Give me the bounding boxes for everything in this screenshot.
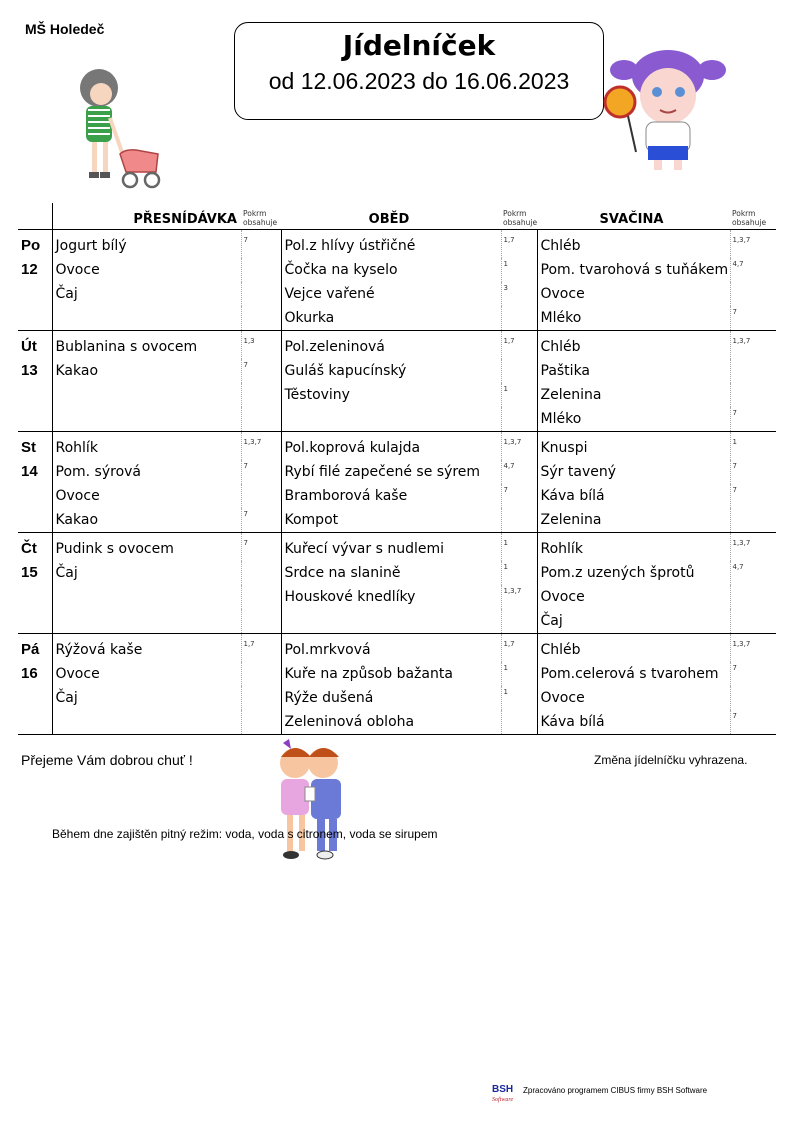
menu-row: [18, 331, 776, 360]
lunch-allergens: 1: [501, 533, 537, 562]
snack-allergens: [730, 609, 776, 634]
lunch-header: OBĚD: [281, 203, 501, 230]
menu-row: [18, 686, 776, 710]
snack-allergens: [730, 383, 776, 407]
lunch-dish: Kompot: [281, 508, 501, 533]
snack-dish: Pom. tvarohová s tuňákem: [540, 262, 729, 278]
breakfast-allergens: [241, 306, 281, 331]
date-range: od 12.06.2023 do 16.06.2023: [268, 68, 570, 94]
breakfast-dish: Čaj: [55, 565, 78, 581]
breakfast-allergens: [241, 258, 281, 282]
day-name: Čt: [18, 533, 52, 562]
day-number: 12: [18, 258, 52, 282]
svg-text:BSH: BSH: [492, 1084, 514, 1095]
breakfast-dish: [52, 383, 241, 407]
lunch-allergens: [501, 306, 537, 331]
breakfast-allergens: [241, 561, 281, 585]
lunch-allergens: 1,7: [501, 230, 537, 259]
lunch-allergens: 1,7: [501, 634, 537, 663]
breakfast-dish: [52, 609, 241, 634]
snack-dish: Rohlík: [540, 541, 583, 557]
breakfast-allergens: 7: [241, 533, 281, 562]
breakfast-dish: Jogurt bílý: [55, 238, 127, 254]
menu-row: [18, 561, 776, 585]
day-cell: [18, 306, 52, 331]
snack-dish: Ovoce: [540, 286, 585, 302]
menu-row: [18, 533, 776, 562]
day-cell: [18, 609, 52, 634]
breakfast-allergens: 1,3: [241, 331, 281, 360]
snack-dish: Čaj: [537, 609, 730, 634]
day-cell: [18, 508, 52, 533]
day-name: Po: [18, 230, 52, 259]
breakfast-dish: Čaj: [55, 286, 78, 302]
svg-text:Software: Software: [492, 1097, 514, 1103]
lunch-dish: Rybí filé zapečené se sýrem: [284, 464, 481, 480]
breakfast-allergens: 1,7: [241, 634, 281, 663]
day-header: [18, 203, 52, 230]
day-number: 15: [18, 561, 52, 585]
day-number: 16: [18, 662, 52, 686]
day-name: Pá: [18, 634, 52, 663]
menu-row: [18, 230, 776, 259]
snack-header: SVAČINA: [537, 203, 730, 230]
menu-row: [18, 662, 776, 686]
breakfast-dish: [52, 710, 241, 735]
lunch-dish: Vejce vařené: [284, 286, 375, 302]
breakfast-dish: [52, 585, 241, 609]
menu-row: [18, 407, 776, 432]
lunch-allergens: 1,3,7: [501, 432, 537, 461]
lunch-dish: Pol.mrkvová: [284, 642, 371, 658]
snack-allergens: 7: [730, 407, 776, 432]
snack-allergens: 4,7: [730, 258, 776, 282]
day-cell: [18, 686, 52, 710]
snack-allergens: 1: [730, 432, 776, 461]
breakfast-allergens: [241, 686, 281, 710]
breakfast-dish: Kakao: [55, 363, 99, 379]
snack-dish: Mléko: [537, 407, 730, 432]
lunch-allergens: [501, 609, 537, 634]
breakfast-allergens: 7: [241, 508, 281, 533]
snack-dish: Zelenina: [540, 387, 602, 403]
snack-allergens: 1,3,7: [730, 331, 776, 360]
lunch-dish: [281, 407, 501, 432]
snack-allergens: 1,3,7: [730, 634, 776, 663]
day-cell: [18, 282, 52, 306]
menu-table: [18, 203, 776, 735]
lunch-allergens: 1: [501, 662, 537, 686]
snack-dish: Káva bílá: [537, 710, 730, 735]
snack-dish: Mléko: [537, 306, 730, 331]
menu-row: [18, 460, 776, 484]
lunch-allergens: 1: [501, 561, 537, 585]
snack-dish: Chléb: [540, 339, 581, 355]
breakfast-allergens: [241, 383, 281, 407]
breakfast-allergens: [241, 662, 281, 686]
snack-dish: Chléb: [540, 238, 581, 254]
breakfast-dish: [52, 306, 241, 331]
breakfast-dish: Rohlík: [55, 440, 98, 456]
girl-with-lollipop-illustration: [602, 42, 736, 174]
breakfast-dish: Ovoce: [55, 488, 100, 504]
girl-with-stroller-illustration: [72, 66, 162, 192]
snack-allergens: 7: [730, 306, 776, 331]
breakfast-dish: Ovoce: [55, 666, 100, 682]
snack-dish: Pom.celerová s tvarohem: [540, 666, 719, 682]
lunch-allergens: [501, 359, 537, 383]
lunch-allergens: 1,3,7: [501, 585, 537, 609]
menu-row: [18, 359, 776, 383]
snack-allergens: [730, 282, 776, 306]
breakfast-dish: Bublanina s ovocem: [55, 339, 198, 355]
snack-dish: Ovoce: [540, 589, 585, 605]
breakfast-dish: [52, 407, 241, 432]
snack-dish: Chléb: [540, 642, 581, 658]
breakfast-allergens: 7: [241, 230, 281, 259]
snack-dish: Paštika: [540, 363, 591, 379]
breakfast-dish: Kakao: [52, 508, 241, 533]
breakfast-dish: Ovoce: [55, 262, 100, 278]
snack-dish: Sýr tavený: [540, 464, 617, 480]
lunch-dish: Kuře na způsob bažanta: [284, 666, 453, 682]
menu-row: [18, 432, 776, 461]
menu-row: [18, 484, 776, 508]
change-reserved-notice: Změna jídelníčku vyhrazena.: [594, 753, 748, 767]
menu-row: [18, 306, 776, 331]
snack-allergens: 1,3,7: [730, 533, 776, 562]
day-name: Út: [18, 331, 52, 360]
snack-dish: Káva bílá: [540, 488, 605, 504]
breakfast-dish: Čaj: [55, 690, 78, 706]
lunch-allergens: [501, 508, 537, 533]
lunch-allergens: [501, 710, 537, 735]
snack-dish: Pom.z uzených šprotů: [540, 565, 695, 581]
allergen-header: Pokrm obsahuje: [730, 203, 776, 230]
day-name: St: [18, 432, 52, 461]
snack-dish: Zelenina: [537, 508, 730, 533]
lunch-allergens: 1: [501, 383, 537, 407]
breakfast-allergens: 1,3,7: [241, 432, 281, 461]
day-cell: [18, 484, 52, 508]
breakfast-allergens: 7: [241, 460, 281, 484]
breakfast-dish: Pudink s ovocem: [55, 541, 174, 557]
drinking-regime-text: Během dne zajištěn pitný režim: voda, voda s citronem, voda se sirupem: [52, 827, 438, 841]
software-credit: Zpracováno programem CIBUS firmy BSH Software: [523, 1086, 708, 1095]
day-cell: [18, 710, 52, 735]
breakfast-allergens: [241, 407, 281, 432]
bsh-logo-icon: [490, 1080, 518, 1104]
breakfast-allergens: [241, 609, 281, 634]
breakfast-allergens: [241, 710, 281, 735]
breakfast-allergens: [241, 585, 281, 609]
breakfast-allergens: [241, 484, 281, 508]
breakfast-dish: Rýžová kaše: [55, 642, 143, 658]
breakfast-dish: Pom. sýrová: [55, 464, 142, 480]
snack-allergens: [730, 508, 776, 533]
allergen-header: Pokrm obsahuje: [241, 203, 281, 230]
day-number: 13: [18, 359, 52, 383]
lunch-allergens: 1,7: [501, 331, 537, 360]
school-name: MŠ Holedeč: [25, 21, 105, 37]
page-title: Jídelníček: [342, 29, 496, 62]
day-cell: [18, 383, 52, 407]
breakfast-header: PŘESNÍDÁVKA: [52, 203, 241, 230]
snack-allergens: 7: [730, 484, 776, 508]
lunch-dish: Pol.zeleninová: [284, 339, 385, 355]
snack-dish: Knuspi: [540, 440, 588, 456]
lunch-dish: Srdce na slanině: [284, 565, 401, 581]
snack-allergens: 7: [730, 710, 776, 735]
day-cell: [18, 585, 52, 609]
snack-dish: Ovoce: [540, 690, 585, 706]
lunch-dish: Kuřecí vývar s nudlemi: [284, 541, 445, 557]
snack-allergens: [730, 585, 776, 609]
menu-row: [18, 634, 776, 663]
lunch-dish: Těstoviny: [284, 387, 350, 403]
lunch-allergens: 7: [501, 484, 537, 508]
lunch-dish: Bramborová kaše: [284, 488, 408, 504]
lunch-dish: Pol.z hlívy ústřičné: [284, 238, 416, 254]
snack-allergens: 4,7: [730, 561, 776, 585]
lunch-allergens: 3: [501, 282, 537, 306]
snack-allergens: [730, 686, 776, 710]
menu-row: [18, 710, 776, 735]
lunch-dish: Guláš kapucínský: [284, 363, 407, 379]
lunch-dish: Houskové knedlíky: [284, 589, 416, 605]
lunch-allergens: [501, 407, 537, 432]
menu-row: [18, 585, 776, 609]
lunch-dish: Okurka: [281, 306, 501, 331]
breakfast-allergens: 7: [241, 359, 281, 383]
menu-row: [18, 383, 776, 407]
lunch-allergens: 1: [501, 686, 537, 710]
lunch-dish: [281, 609, 501, 634]
title-box: [234, 22, 604, 120]
lunch-dish: Zeleninová obloha: [281, 710, 501, 735]
menu-row: [18, 282, 776, 306]
snack-allergens: 7: [730, 460, 776, 484]
enjoy-meal-text: Přejeme Vám dobrou chuť !: [21, 752, 193, 768]
lunch-dish: Pol.koprová kulajda: [284, 440, 421, 456]
allergen-header: Pokrm obsahuje: [501, 203, 537, 230]
menu-row: [18, 508, 776, 533]
children-drinking-illustration: [273, 737, 349, 863]
menu-row: [18, 258, 776, 282]
lunch-dish: Čočka na kyselo: [284, 262, 398, 278]
menu-row: [18, 609, 776, 634]
snack-allergens: [730, 359, 776, 383]
day-number: 14: [18, 460, 52, 484]
snack-allergens: 1,3,7: [730, 230, 776, 259]
breakfast-allergens: [241, 282, 281, 306]
snack-allergens: 7: [730, 662, 776, 686]
lunch-dish: Rýže dušená: [284, 690, 374, 706]
lunch-allergens: 1: [501, 258, 537, 282]
day-cell: [18, 407, 52, 432]
lunch-allergens: 4,7: [501, 460, 537, 484]
